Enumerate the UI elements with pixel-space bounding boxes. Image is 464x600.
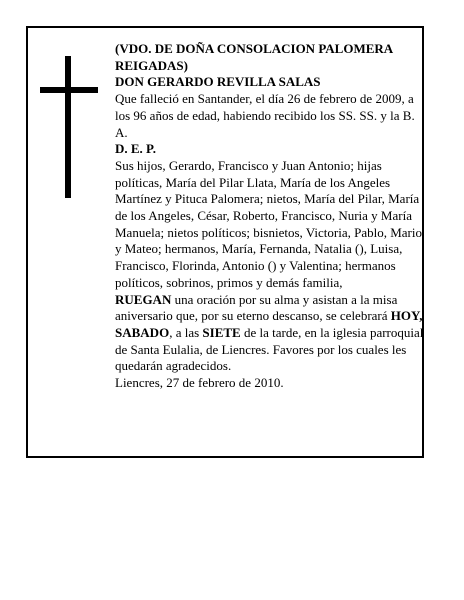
request-keyword: RUEGAN [115, 291, 172, 307]
cross-vertical-bar [65, 56, 71, 198]
notice-text [115, 41, 427, 392]
location-text: de la tarde, en la iglesia parroquial de Santa Eulalia, de Liencres. Favores por los cuales les quedarán agradecidos. [115, 324, 424, 374]
death-info: Que falleció en Santander, el día 26 de febrero de 2009, a los 96 años de edad, habiendo recibido los SS. SS. y la B. A. [115, 91, 415, 140]
cross-horizontal-bar [40, 87, 98, 93]
request-text: una oración por su alma y asistan a la misa aniversario que, por su eterno descanso, se celebrará [115, 291, 398, 324]
mass-day: HOY, SABADO [115, 308, 423, 340]
mass-time: SIETE [202, 324, 241, 340]
cross-icon [40, 56, 98, 198]
signoff-line: Liencres, 27 de febrero de 2010. [115, 375, 284, 391]
obituary-notice [26, 26, 424, 458]
rip-line: D. E. P. [115, 141, 157, 157]
deceased-name: DON GERARDO REVILLA SALAS [115, 74, 321, 90]
family-list: Sus hijos, Gerardo, Francisco y Juan Antonio; hijas políticas, María del Pilar Llata, María de los Angeles Martínez y Pituca Palomera; nietos, María del Pilar, María de los Angeles, César, Roberto, Francisco, Nuria y María Manuela; nietos políticos; bisnietos, Victoria, Pablo, Mario y Mateo; hermanos, María, Fernanda, Natalia (), Luisa, Francisco, Florinda, Antonio () y Valentina; hermanos políticos, sobrinos, primos y demás familia, [115, 157, 422, 290]
request-paragraph [115, 292, 427, 376]
widow-header: (VDO. DE DOÑA CONSOLACION PALOMERA REIGADAS) [115, 41, 393, 73]
time-prefix: , a las [169, 324, 203, 340]
